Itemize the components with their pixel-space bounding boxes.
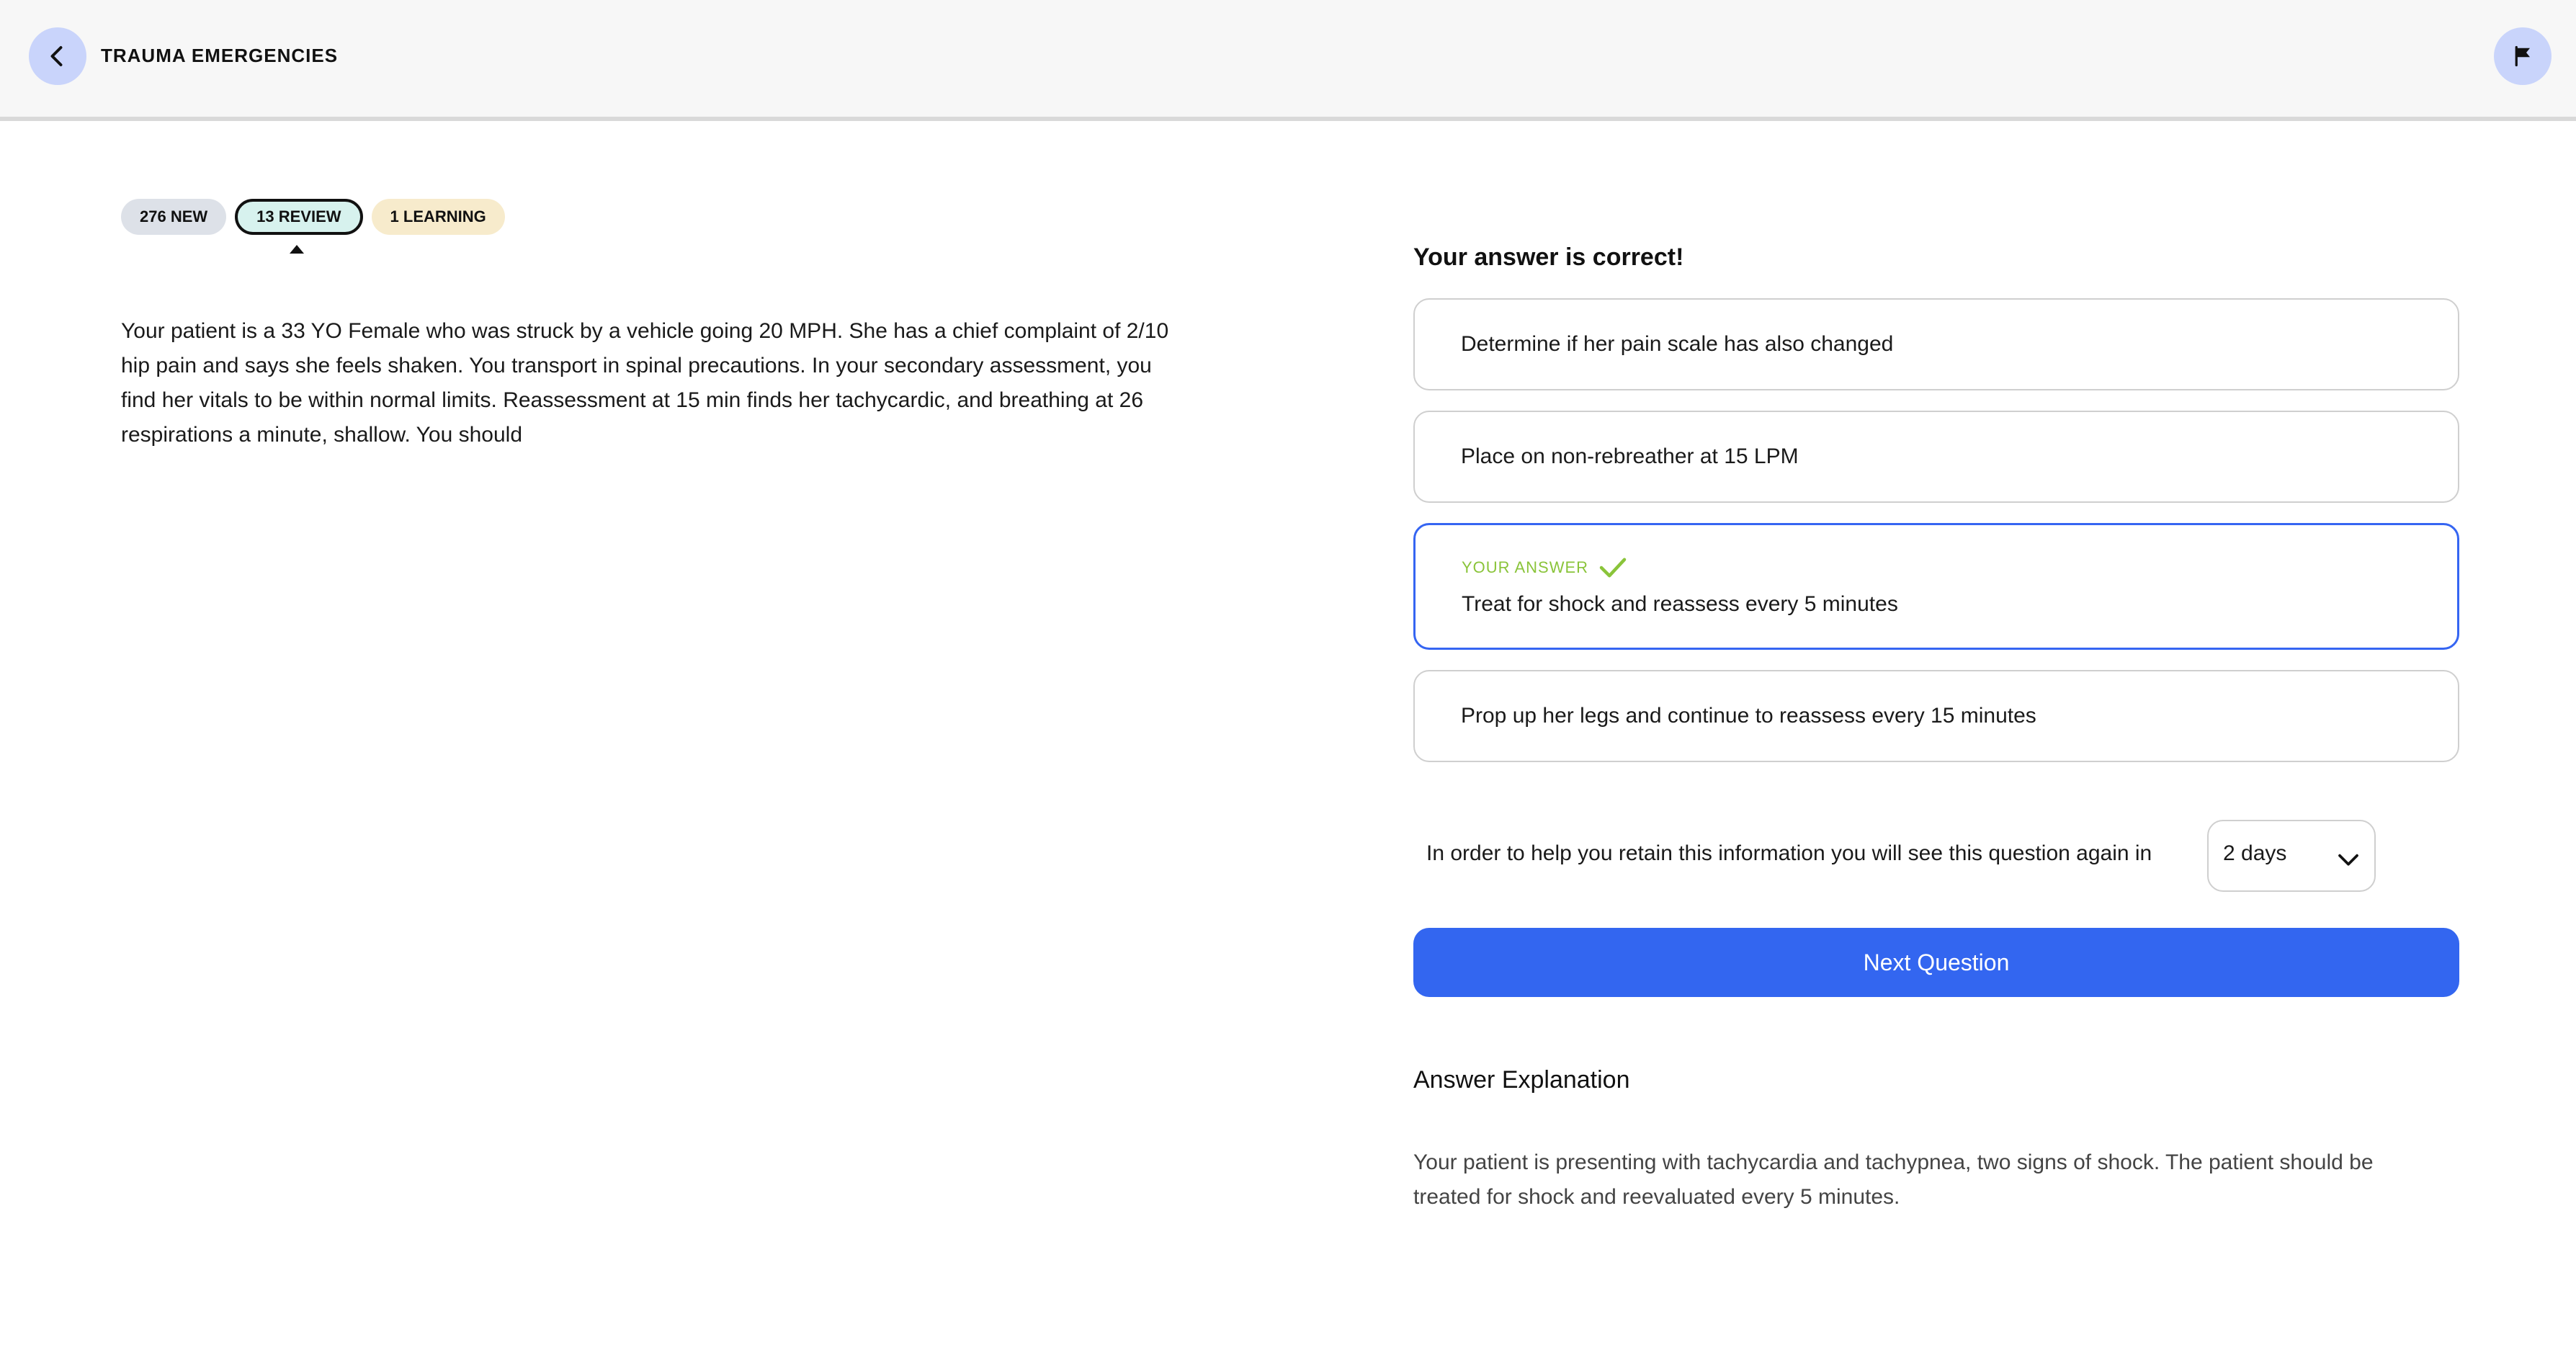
question-text: Your patient is a 33 YO Female who was struck by a vehicle going 20 MPH. She has a chief complaint of 2/10 hip pain and says she feels shaken. You transport in spinal precautions. In your secondary assessment, you find her vitals to be within normal limits. Reassessment at 15 min finds her tachycardic, and breathing at 26 respirations a minute, shallow. You should <box>121 319 1169 447</box>
learning-badge[interactable]: 1 LEARNING <box>372 199 505 235</box>
page-title: TRAUMA EMERGENCIES <box>101 45 339 66</box>
review-badge[interactable]: 13 REVIEW <box>235 199 362 235</box>
result-title: Your answer is correct! <box>1413 243 1684 271</box>
top-bar <box>0 0 2576 121</box>
next-question-button[interactable]: Next Question <box>1413 928 2459 997</box>
active-badge-pointer <box>290 245 304 254</box>
chevron-left-icon <box>45 43 71 69</box>
your-answer-label: YOUR ANSWER <box>1462 558 1589 576</box>
new-badge[interactable]: 276 NEW <box>121 199 226 235</box>
answer-option-4[interactable] <box>1413 670 2459 762</box>
your-answer-indicator <box>1462 556 2457 579</box>
explanation-title: Answer Explanation <box>1413 1066 1630 1094</box>
answer-option-1[interactable] <box>1413 298 2459 390</box>
back-button[interactable] <box>29 27 86 85</box>
answer-option-3-selected[interactable] <box>1413 523 2459 650</box>
answer-option-label: Place on non-rebreather at 15 LPM <box>1461 444 1799 468</box>
answer-option-label: Determine if her pain scale has also changed <box>1461 332 1894 356</box>
answer-option-label: Treat for shock and reassess every 5 minutes <box>1462 592 1898 616</box>
retention-text: In order to help you retain this information you will see this question again in <box>1426 841 2152 865</box>
review-interval-value: 2 days <box>2223 841 2287 865</box>
answer-option-2[interactable] <box>1413 411 2459 503</box>
explanation-text: Your patient is presenting with tachycardia and tachypnea, two signs of shock. The patient should be treated for shock and reevaluated every 5 minutes. <box>1413 1150 2374 1209</box>
review-interval-select[interactable] <box>2207 820 2376 892</box>
answer-option-label: Prop up her legs and continue to reassess every 15 minutes <box>1461 704 2036 728</box>
flag-icon <box>2512 45 2533 67</box>
checkmark-icon <box>1598 556 1627 579</box>
card-count-badges <box>121 199 505 235</box>
chevron-down-icon <box>2337 851 2360 867</box>
flag-button[interactable] <box>2494 27 2552 85</box>
